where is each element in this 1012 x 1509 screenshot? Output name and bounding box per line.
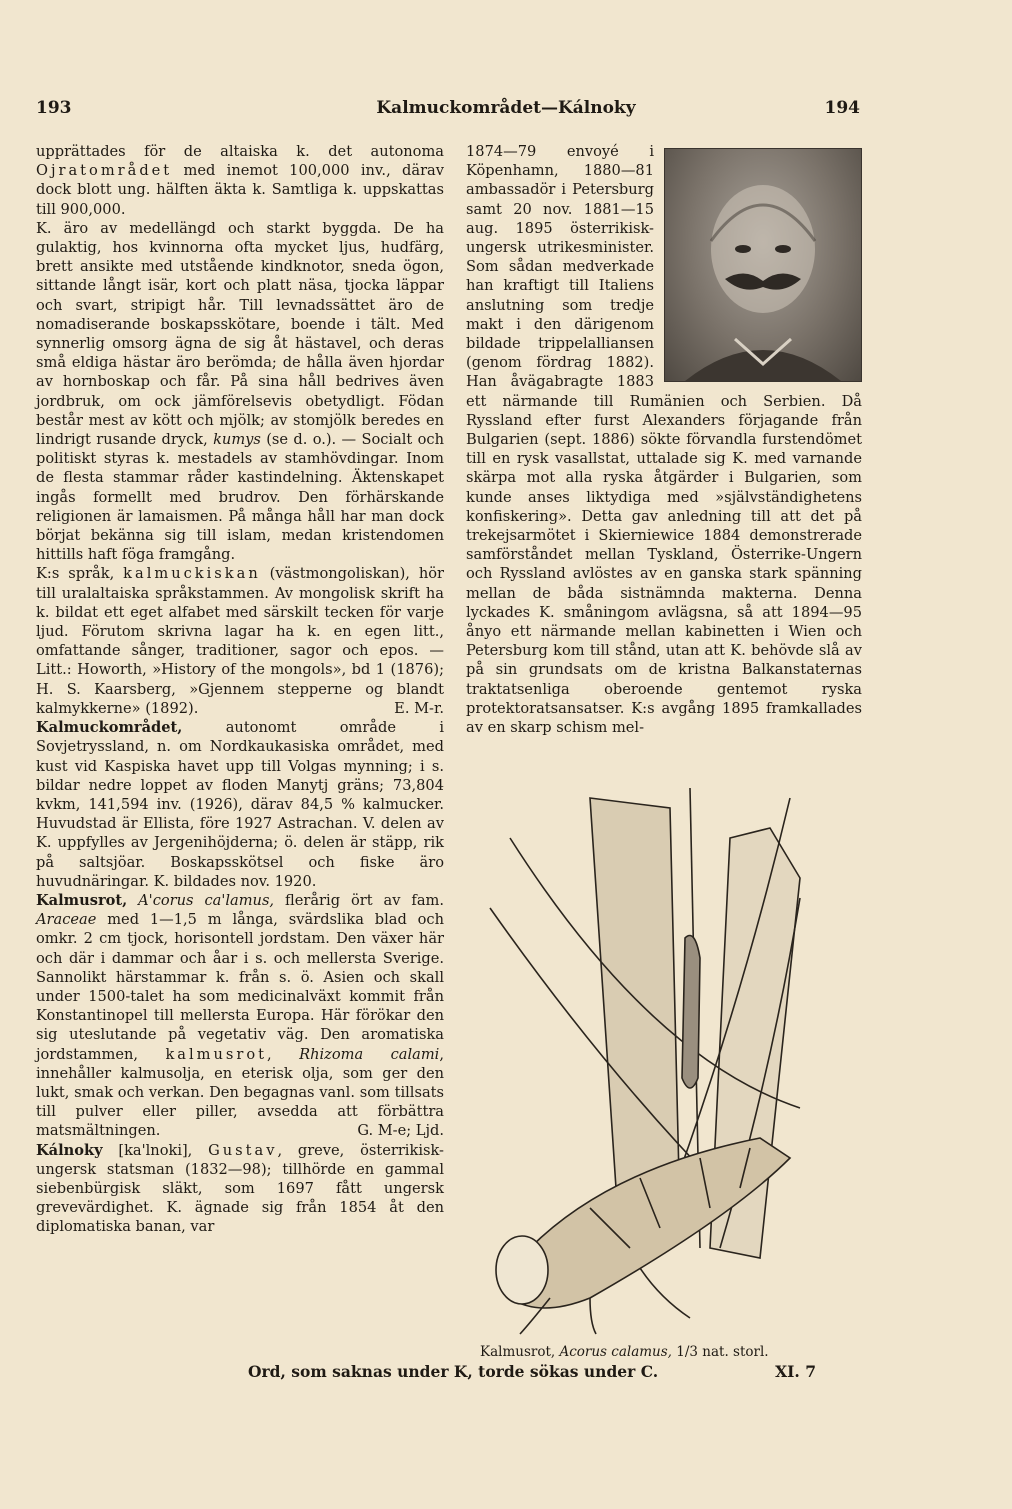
entry-kalmuckomradet: Kalmuckområdet, autonomt område i Sovjetryssland, n. om Nordkaukasiska området, med kust vid Kaspiska havet upp till Volgas mynning; i s. bildar nedre loppet av floden Manytj gräns; 73,804 kvkm, 141,594 inv. (1926), därav 84,5 % kalmucker. Huvudstad är Ellista, före 1927 Astrachan. V. delen av K. uppfylles av Jergenihöjderna; ö. delen är stäpp, rik på saltsjöar. Boskapsskötsel och fiske äro huvudnäringar. K. bildades nov. 1920. [36, 719, 444, 890]
signature: G. M-e; Ljd. [357, 1122, 444, 1140]
right-page-number: 194 [824, 98, 860, 118]
portrait-image [664, 148, 862, 382]
entry-kalnoky: Kálnoky [ka'lnoki], Gustav, greve, österrikisk-ungersk statsman (1832—98); tillhörde en gammal siebenbürgisk släkt, som 1697 fått ungersk grevevärdighet. K. ägnade sig från 1854 åt den diplomatiska banan, var [36, 1141, 444, 1236]
left-page-number: 193 [36, 98, 72, 118]
right-column [466, 142, 862, 737]
entry-kalmusrot: Kalmusrot, A'corus ca'lamus, flerårig ört av fam. Araceae med 1—1,5 m långa, svärdslika blad och omkr. 2 cm tjock, horisontell jordstam. Den växer här och där i dammar och åar i s. och mellersta Sverige. Sannolikt härstammar k. från s. ö. Asien och skall under 1500-talet ha som medicinalväxt kommit från Konstantinopel till mellersta Europa. Här förökar den sig uteslutande på vegetativ väg. Den aromatiska jordstammen, kalmusrot, Rhizoma calami, innehåller kalmusolja, en eterisk olja, som ger den lukt, smak och verkan. Den begagnas vanl. som tillsats till pulver eller piller, avsedda att förbättra matsmältningen. G. M-e; Ljd. [36, 891, 444, 1140]
plant-illustration [470, 778, 860, 1338]
paragraph-physique: K. äro av medellängd och starkt byggda. De ha gulaktig, hos kvinnorna ofta mycket ljus, hudfärg, brett ansikte med utstående kindknotor, sneda ögon, sittande långt isär, kort och platt näsa, tjocka läppar och svart, stripigt hår. Till levnadssättet äro de nomadiserande boskapsskötare, boende i tält. Med synnerlig omsorg ägna de sig åt hästavel, och deras små eldiga hästar äro berömda; de hålla även hjordar av hornboskap och får. På sina håll bedrives även jordbruk, om ock jämförelsevis obetydligt. Födan består mest av kött och mjölk; av stomjölk beredes en lindrigt rusande dryck, kumys (se d. o.). — Socialt och politiskt styras k. mestadels av stamhövdingar. Inom de flesta stammar råder kastindelning. Äktenskapet ingås formellt med brudrov. Den förhärskande religionen är lamaismen. På många håll har man dock börjat bekänna sig till islam, medan kristendomen hittills haft föga framgång. [36, 219, 444, 564]
paragraph-language: K:s språk, kalmuckiskan (västmongoliskan), hör till uralaltaiska språkstammen. Av mongolisk skrift ha k. bildat ett eget alfabet med särskilt tecken för varje ljud. Förutom skrivna lagar ha k. en egen litt., omfattande sånger, traditioner, sagor och epos. — Litt.: Howorth, »History of the mongols», bd 1 (1876); H. S. Kaarsberg, »Gjennem stepperne og blandt kalmykkerne» (1892). E. M-r. [36, 565, 444, 717]
paragraph-kalnoky-career: 1874—79 envoyé i Köpenhamn, 1880—81 ambassadör i Petersburg samt 20 nov. 1881—15 aug. 1895 österrikisk-ungersk utrikesminister. Som sådan medverkade han kraftigt till Italiens anslutning som tredje makt i den därigenom bildade trippelalliansen (genom fördrag 1882). Han åvägabragte 1883 ett närmande till Rumänien och Serbien. Då Ryssland efter furst Alexanders förjagande från Bulgarien (sept. 1886) sökte förvandla furstendömet till en rysk vasallstat, uttalade sig K. med varnande skärpa mot alla ryska åtgärder i Bulgarien, som kunde anses liktydiga med »självständighetens konfiskering». Detta gav anledning till att det på trekejsarmötet i Skierniewice 1884 demonstrerade samförståndet mellan Tyskland, Österrike-Ungern och Ryssland avlöstes av en ganska stark spänning mellan de båda sistnämnda makterna. Denna lyckades K. småningom avlägsna, så att 1894—95 ånyo ett närmande mellan kabinetten i Wien och Petersburg kom till stånd, utan att K. behövde slå av på sin grundsats om de kristna Balkanstaternas traktatsenliga oberoende gentemot ryska protektoratsansatser. K:s avgång 1895 framkallades av en skarp schism mel- [466, 143, 862, 737]
sheet-number: XI. 7 [775, 1362, 816, 1381]
left-column [36, 142, 444, 1237]
figure-caption: Kalmusrot, Acorus calamus, 1/3 nat. storl. [480, 1344, 769, 1360]
paragraph-ojrat: upprättades för de altaiska k. det autonoma Ojratområdet med inemot 100,000 inv., därav dock blott ung. hälften äkta k. Samtliga k. uppskattas till 900,000. [36, 143, 444, 218]
page-title: Kalmuckområdet—Kálnoky [376, 98, 636, 118]
portrait-illustration [665, 149, 861, 381]
footer-note: Ord, som saknas under K, torde sökas under C. [248, 1362, 659, 1381]
signature: E. M-r. [394, 699, 444, 717]
